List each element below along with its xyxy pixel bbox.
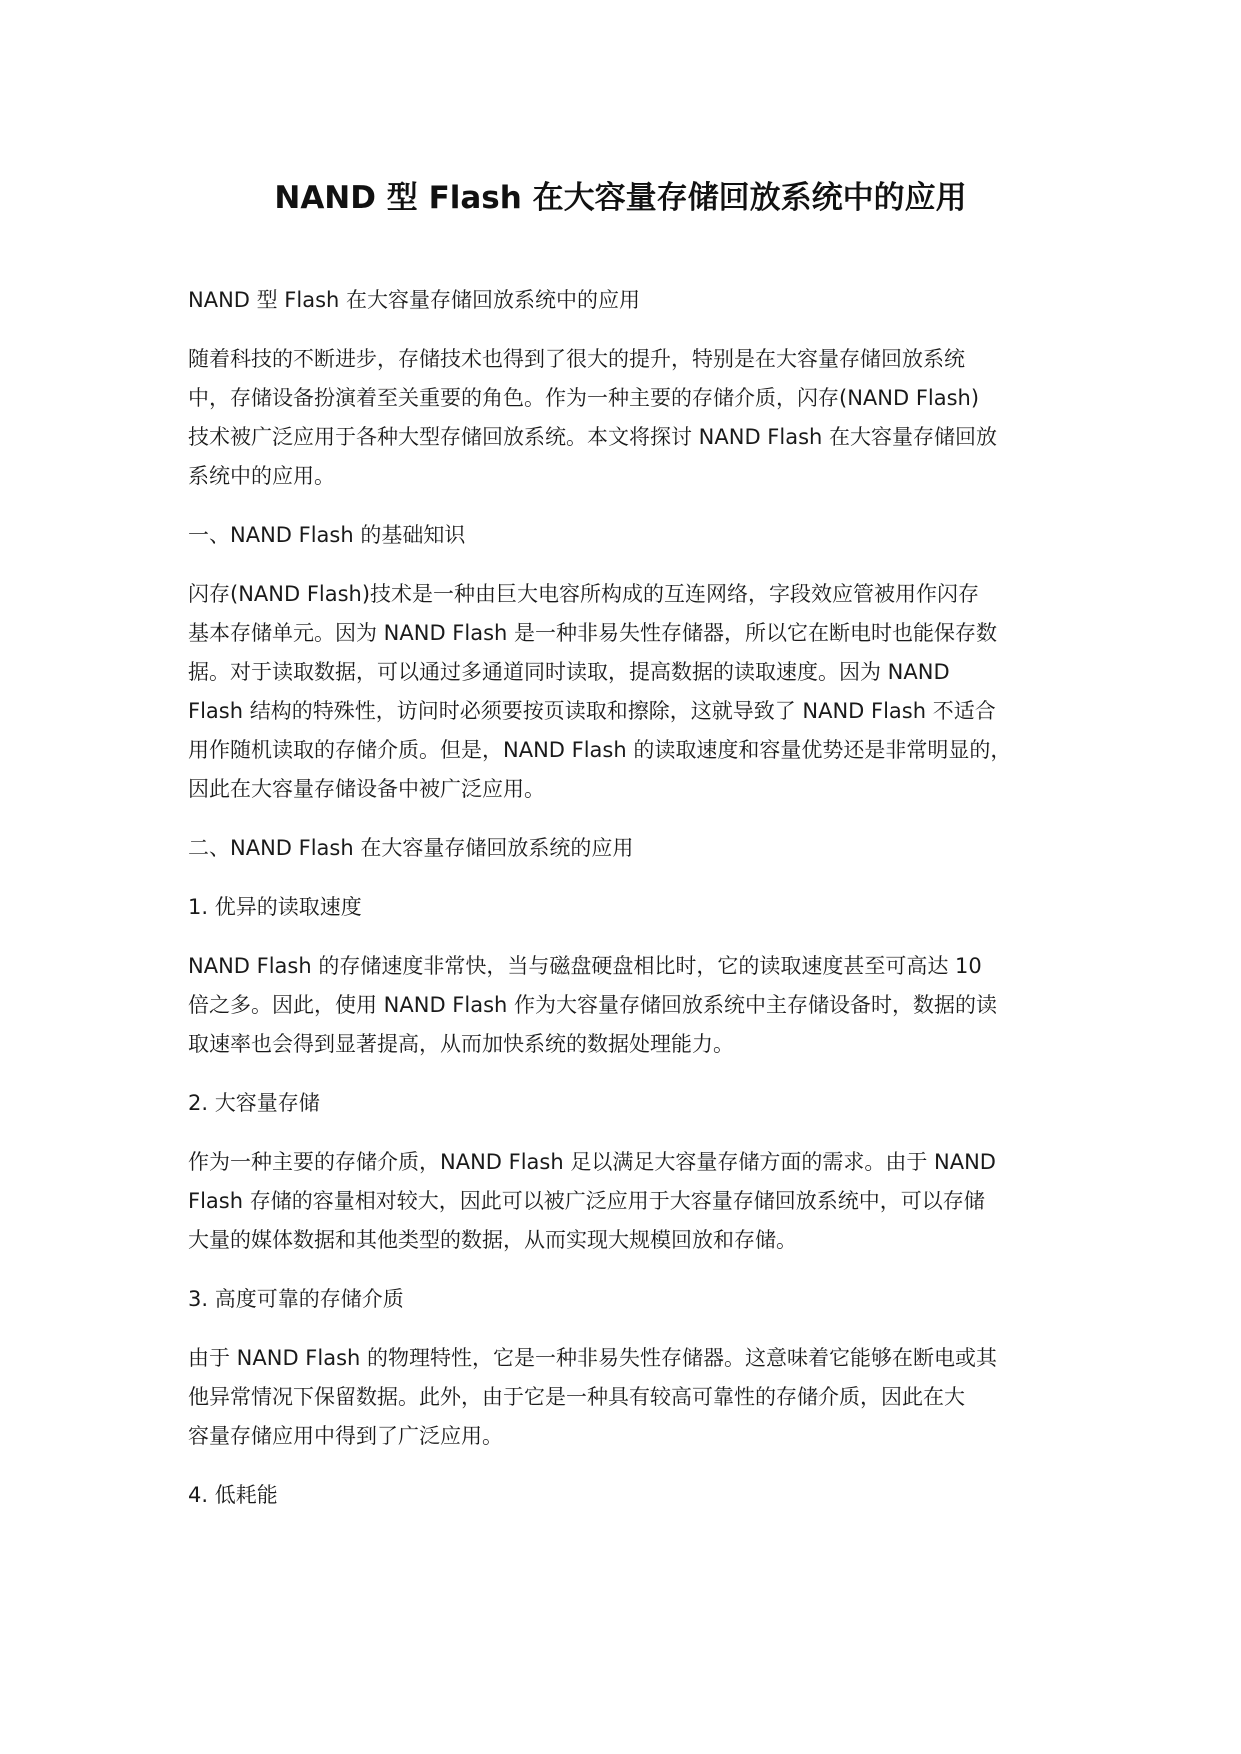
paragraph-item-1-body-line: NAND Flash 的存储速度非常快，当与磁盘硬盘相比时，它的读取速度甚至可高达 10 xyxy=(188,954,982,978)
paragraph-item-1-body-line: 倍之多。因此，使用 NAND Flash 作为大容量存储回放系统中主存储设备时，数据的读 xyxy=(188,993,998,1017)
paragraph-section-1-body-line: Flash 结构的特殊性，访问时必须要按页读取和擦除，这就导致了 NAND Flash 不适合 xyxy=(188,699,996,723)
paragraph-intro-line: 随着科技的不断进步，存储技术也得到了很大的提升，特别是在大容量存储回放系统 xyxy=(188,347,965,371)
paragraph-section-1-body-line: 据。对于读取数据，可以通过多通道同时读取，提高数据的读取速度。因为 NAND xyxy=(188,660,950,684)
paragraph-section-1-body-line: 用作随机读取的存储介质。但是，NAND Flash 的读取速度和容量优势还是非常明显的， xyxy=(188,738,1012,762)
paragraph-item-2-body-line: 大量的媒体数据和其他类型的数据，从而实现大规模回放和存储。 xyxy=(188,1228,797,1252)
paragraph-section-1-body-line: 闪存(NAND Flash)技术是一种由巨大电容所构成的互连网络，字段效应管被用作闪存 xyxy=(188,582,980,606)
paragraph-item-1-heading-line: 1. 优异的读取速度 xyxy=(188,895,362,919)
paragraph-subtitle-line: NAND 型 Flash 在大容量存储回放系统中的应用 xyxy=(188,288,641,312)
paragraph-item-3-body-line: 他异常情况下保留数据。此外，由于它是一种具有较高可靠性的存储介质，因此在大 xyxy=(188,1385,965,1409)
paragraph-section-1-body-line: 基本存储单元。因为 NAND Flash 是一种非易失性存储器，所以它在断电时也能保存数 xyxy=(188,621,998,645)
paragraph-item-2-body-line: 作为一种主要的存储介质，NAND Flash 足以满足大容量存储方面的需求。由于 NAND xyxy=(188,1150,996,1174)
paragraph-section-1-body-line: 因此在大容量存储设备中被广泛应用。 xyxy=(188,777,545,801)
paragraph-item-2-body-line: Flash 存储的容量相对较大，因此可以被广泛应用于大容量存储回放系统中，可以存储 xyxy=(188,1189,985,1213)
paragraph-intro-line: 技术被广泛应用于各种大型存储回放系统。本文将探讨 NAND Flash 在大容量存储回放 xyxy=(188,425,998,449)
paragraph-item-4-heading-line: 4. 低耗能 xyxy=(188,1483,278,1507)
paragraph-section-1-heading-line: 一、NAND Flash 的基础知识 xyxy=(188,523,466,547)
paragraph-item-2-heading-line: 2. 大容量存储 xyxy=(188,1091,320,1115)
paragraph-intro-line: 中，存储设备扮演着至关重要的角色。作为一种主要的存储介质，闪存(NAND Flash) xyxy=(188,386,980,410)
document-title: NAND 型 Flash 在大容量存储回放系统中的应用 xyxy=(274,180,967,216)
paragraph-item-3-body-line: 由于 NAND Flash 的物理特性，它是一种非易失性存储器。这意味着它能够在断电或其 xyxy=(188,1346,998,1370)
paragraph-intro-line: 系统中的应用。 xyxy=(188,464,335,488)
paragraph-item-3-body-line: 容量存储应用中得到了广泛应用。 xyxy=(188,1424,503,1448)
document-body xyxy=(188,281,1068,1515)
paragraph-item-1-body-line: 取速率也会得到显著提高，从而加快系统的数据处理能力。 xyxy=(188,1032,734,1056)
paragraph-item-3-heading-line: 3. 高度可靠的存储介质 xyxy=(188,1287,404,1311)
paragraph-section-2-heading-line: 二、NAND Flash 在大容量存储回放系统的应用 xyxy=(188,836,634,860)
